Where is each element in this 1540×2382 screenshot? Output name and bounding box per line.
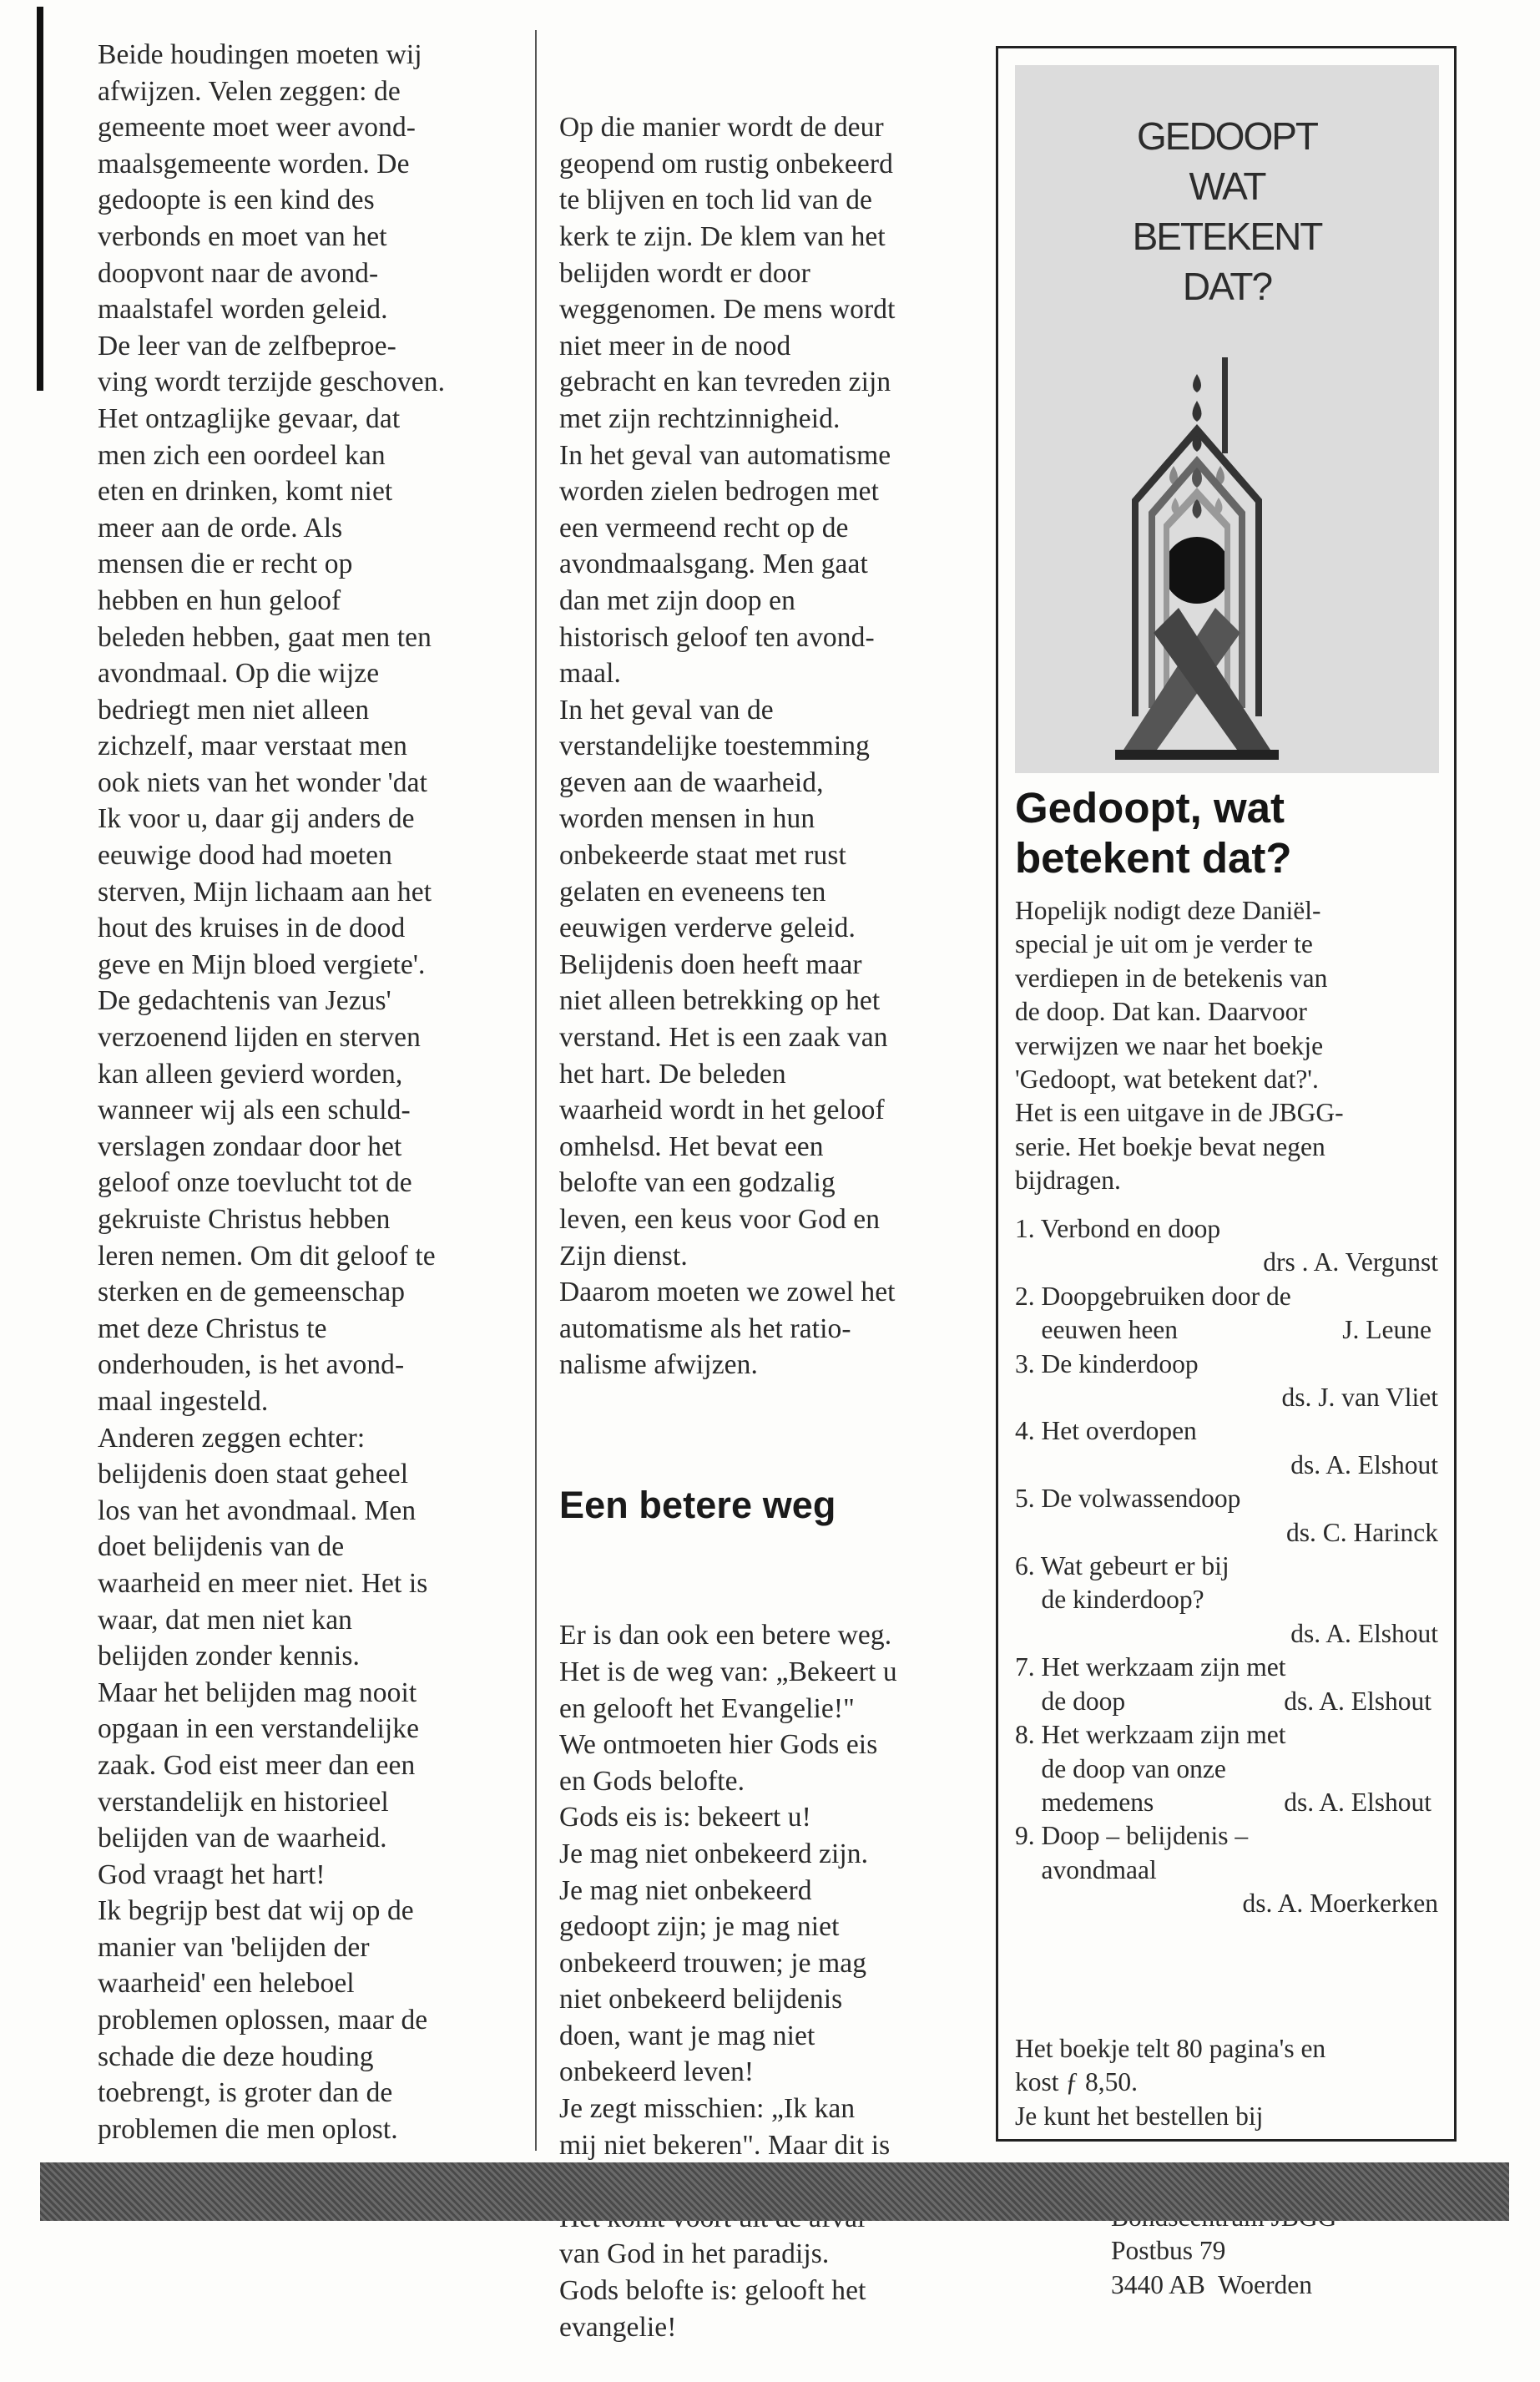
contents-title: 8. Het werkzaam zijn met de doop van onze medemens xyxy=(1015,1720,1286,1817)
book-sidebar-box xyxy=(996,46,1457,2299)
book-contents-list xyxy=(1015,1212,1445,1921)
list-item xyxy=(1015,1482,1445,1550)
contents-author: ds. J. van Vliet xyxy=(1281,1383,1438,1413)
contents-author: ds. C. Harinck xyxy=(1286,1517,1438,1547)
contents-author: ds. A. Elshout xyxy=(1290,1449,1438,1479)
list-item xyxy=(1015,1414,1445,1482)
footer-bar xyxy=(40,2162,1509,2221)
contents-author: J. Leune xyxy=(1342,1315,1431,1345)
contents-title: 7. Het werkzaam zijn met de doop xyxy=(1015,1652,1286,1716)
section-heading: Een betere weg xyxy=(559,1484,836,1527)
order-address: Postbus 79 3440 AB Woerden xyxy=(1111,2236,1312,2299)
contents-author: ds. A. Moerkerken xyxy=(1242,1889,1438,1919)
list-item xyxy=(1015,1280,1445,1348)
sidebar-heading: Gedoopt, wat betekent dat? xyxy=(1015,784,1292,882)
order-info-text: Het boekje telt 80 pagina's en kost ƒ 8,50. Je kunt het bestellen bij xyxy=(1015,2033,1326,2131)
column-divider xyxy=(535,30,537,2151)
article-column-1: Beide houdingen moeten wij afwijzen. Velen zeggen: de gemeente moet weer avond- maalsgemeente worden. De gedoopte is een kind des verbonds en moet van het doopvont naar de avond- maalstafel worden geleid. De leer van de zelfbeproe- ving wordt terzijde geschoven. Het ontzaglijke gevaar, dat men zich een oordeel kan eten en drinken, komt niet meer aan de orde. Als mensen die er recht op hebben en hun geloof beleden hebben, gaat men ten avondmaal. Op die wijze bedriegt men niet alleen zichzelf, maar verstaat men ook niets van het wonder 'dat Ik voor u, daar gij anders de eeuwige dood had moeten sterven, Mijn lichaam aan het hout des kruises in de dood geve en Mijn bloed vergiete'. De gedachtenis van Jezus' verzoenend lijden en sterven kan alleen gevierd worden, wanneer wij als een schuld- verslagen zondaar door het geloof onze toevlucht tot de gekruiste Christus hebben leren nemen. Om dit geloof te sterken en de gemeenschap met deze Christus te onderhouden, is het avond- maal ingesteld. Anderen zeggen echter: belijdenis doen staat geheel los van het avondmaal. Men doet belijdenis van de waarheid en meer niet. Het is waar, dat men niet kan belijden zonder kennis. Maar het belijden mag nooit opgaan in een verstandelijke zaak. God eist meer dan een verstandelijk en historieel belijden van de waarheid. God vraagt het hart! Ik begrijp best dat wij op de manier van 'belijden der waarheid' een heleboel problemen oplossen, maar de schade die deze houding toebrengt, is groter dan de problemen die men oplost. xyxy=(98,39,446,2145)
contents-author: ds. A. Elshout xyxy=(1290,1618,1438,1648)
contents-title: 1. Verbond en doop xyxy=(1015,1214,1221,1243)
contents-title: 2. Doopgebruiken door de eeuwen heen xyxy=(1015,1281,1291,1345)
page-edge-bar xyxy=(37,7,43,391)
list-item xyxy=(1015,1212,1445,1280)
contents-title: 6. Wat gebeurt er bij de kinderdoop? xyxy=(1015,1551,1229,1615)
list-item xyxy=(1015,1718,1445,1819)
book-cover-title: GEDOOPT WAT BETEKENT DAT? xyxy=(1132,114,1322,308)
contents-author: drs . A. Vergunst xyxy=(1263,1247,1438,1277)
column-2-text-before: Op die manier wordt de deur geopend om rustig onbekeerd te blijven en toch lid van de kerk te zijn. De klem van het belijden wordt er door weggenomen. De mens wordt niet meer in de nood gebracht en kan tevreden zijn met zijn rechtzinnigheid. In het geval van automatisme worden zielen bedrogen met een vermeend recht op de avondmaalsgang. Men gaat dan met zijn doop en historisch geloof ten avond- maal. In het geval van de verstandelijke toestemming geven aan de waarheid, worden mensen in hun onbekeerde staat met rust gelaten en eveneens ten eeuwigen verderve geleid. Belijdenis doen heeft maar niet alleen betrekking op het verstand. Het is een zaak van het hart. De beleden waarheid wordt in het geloof omhelsd. Het bevat een belofte van een godzalig leven, een keus voor God en Zijn dienst. Daarom moeten we zowel het automatisme als het ratio- nalisme afwijzen. xyxy=(559,112,896,1381)
book-cover-image xyxy=(1015,65,1439,773)
contents-author: ds. A. Elshout xyxy=(1284,1787,1431,1817)
contents-title: 9. Doop – belijdenis – avondmaal xyxy=(1015,1821,1249,1884)
list-item xyxy=(1015,1819,1445,1920)
column-2-text-after: Er is dan ook een betere weg. Het is de weg van: „Bekeert u en gelooft het Evangelie!" We ontmoeten hier Gods eis en Gods belofte. Gods eis is: bekeert u! Je mag niet onbekeerd zijn. Je mag niet onbekeerd gedoopt zijn; je mag niet onbekeerd trouwen; je mag niet onbekeerd belijdenis doen, want je mag niet onbekeerd leven! Je zegt misschien: „Ik kan mij niet bekeren". Maar dit is van God in het paradijs. Gods belofte is: gelooft het evangelie! xyxy=(559,1620,897,2343)
list-item xyxy=(1015,1651,1445,1718)
sidebar-intro: Hopelijk nodigt deze Daniël- special je uit om je verder te verdiepen in de betekenis van de doop. Dat kan. Daarvoor verwijzen we naar het boekje 'Gedoopt, wat betekent dat?'. Het is een uitgave in de JBGG- serie. Het boekje bevat negen bijdragen. xyxy=(1015,896,1344,1196)
baptism-hands-drops-icon xyxy=(1115,357,1341,766)
contents-title: 4. Het overdopen xyxy=(1015,1416,1197,1446)
contents-title: 3. De kinderdoop xyxy=(1015,1348,1199,1378)
contents-title: 5. De volwassendoop xyxy=(1015,1484,1241,1514)
list-item xyxy=(1015,1550,1445,1651)
list-item xyxy=(1015,1348,1445,1415)
article-column-2 xyxy=(559,37,989,2382)
contents-author: ds. A. Elshout xyxy=(1284,1686,1431,1716)
